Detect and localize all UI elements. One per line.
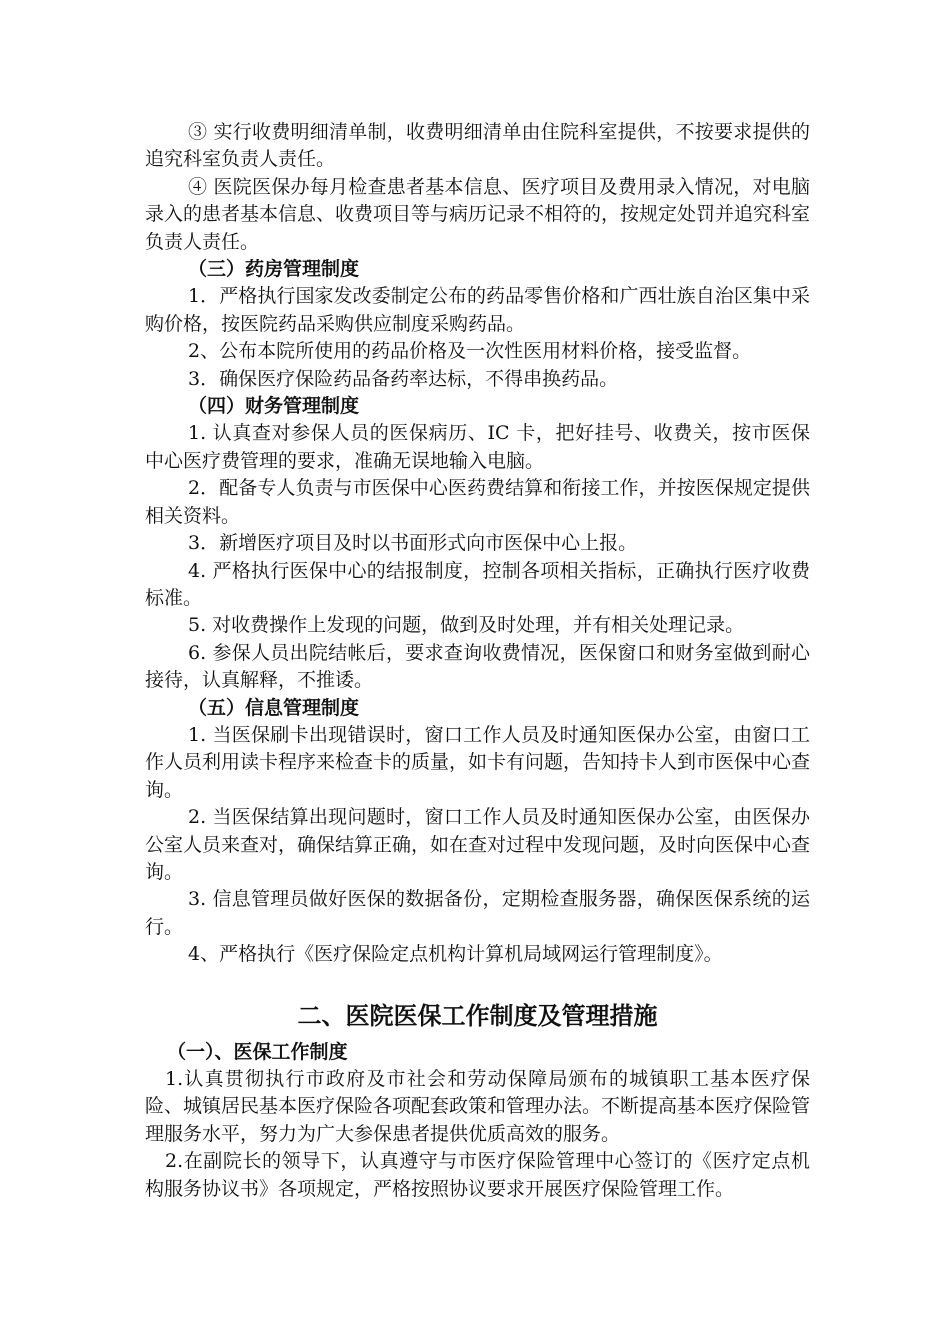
- pharmacy-item-1: 1．严格执行国家发改委制定公布的药品零售价格和广西壮族自治区集中采购价格，按医院药品采购供应制度采购药品。: [145, 285, 810, 335]
- paragraph-item-3: ③ 实行收费明细清单制，收费明细清单由住院科室提供，不按要求提供的追究科室负责人责任。: [145, 121, 810, 171]
- finance-item-4: 4. 严格执行医保中心的结报制度，控制各项相关指标，正确执行医疗收费标准。: [145, 559, 810, 609]
- heading-pharmacy: （三）药房管理制度: [188, 258, 360, 281]
- pharmacy-item-3: 3．确保医疗保险药品备药率达标，不得串换药品。: [188, 367, 619, 390]
- finance-item-3: 3．新增医疗项目及时以书面形式向市医保中心上报。: [188, 532, 638, 555]
- finance-item-1: 1. 认真查对参保人员的医保病历、IC 卡，把好挂号、收费关，按市医保中心医疗费管理的要求，准确无误地输入电脑。: [145, 422, 810, 472]
- info-item-3: 3. 信息管理员做好医保的数据备份，定期检查服务器，确保医保系统的运行。: [145, 888, 810, 938]
- info-item-2: 2. 当医保结算出现问题时，窗口工作人员及时通知医保办公室，由医保办公室人员来查对，确保结算正确，如在查对过程中发现问题，及时向医保中心查询。: [145, 806, 811, 883]
- section-heading-2: 二、医院医保工作制度及管理措施: [297, 1001, 658, 1030]
- finance-item-2: 2．配备专人负责与市医保中心医药费结算和衔接工作，并按医保规定提供相关资料。: [145, 477, 810, 527]
- pharmacy-item-2: 2、公布本院所使用的药品价格及一次性医用材料价格，接受监督。: [188, 340, 752, 363]
- info-item-1: 1. 当医保刷卡出现错误时，窗口工作人员及时通知医保办公室，由窗口工作人员利用读卡程序来检查卡的质量，如卡有问题，告知持卡人到市医保中心查询。: [145, 723, 811, 801]
- document-body: [145, 119, 810, 1203]
- work-item-2: 2.在副院长的领导下，认真遵守与市医疗保险管理中心签订的《医疗定点机构服务协议书》各项规定，严格按照协议要求开展医疗保险管理工作。: [145, 1150, 810, 1200]
- paragraph-item-4: ④ 医院医保办每月检查患者基本信息、医疗项目及费用录入情况，对电脑录入的患者基本信息、收费项目等与病历记录不相符的，按规定处罚并追究科室负责人责任。: [145, 175, 811, 253]
- heading-work-system: （一）、医保工作制度: [167, 1040, 348, 1063]
- work-item-1: 1.认真贯彻执行市政府及市社会和劳动保障局颁布的城镇职工基本医疗保险、城镇居民基本医疗保险各项配套政策和管理办法。不断提高基本医疗保险管理服务水平，努力为广大参保患者提供优质高效的服务。: [145, 1068, 811, 1145]
- heading-info: （五）信息管理制度: [188, 696, 360, 719]
- spacer: [145, 969, 810, 999]
- finance-item-5: 5. 对收费操作上发现的问题，做到及时处理，并有相关处理记录。: [188, 614, 745, 637]
- heading-finance: （四）财务管理制度: [188, 395, 360, 418]
- finance-item-6: 6. 参保人员出院结帐后，要求查询收费情况，医保窗口和财务室做到耐心接待，认真解释，不推诿。: [145, 641, 810, 692]
- info-item-4: 4、严格执行《医疗保险定点机构计算机局域网运行管理制度》。: [188, 943, 723, 966]
